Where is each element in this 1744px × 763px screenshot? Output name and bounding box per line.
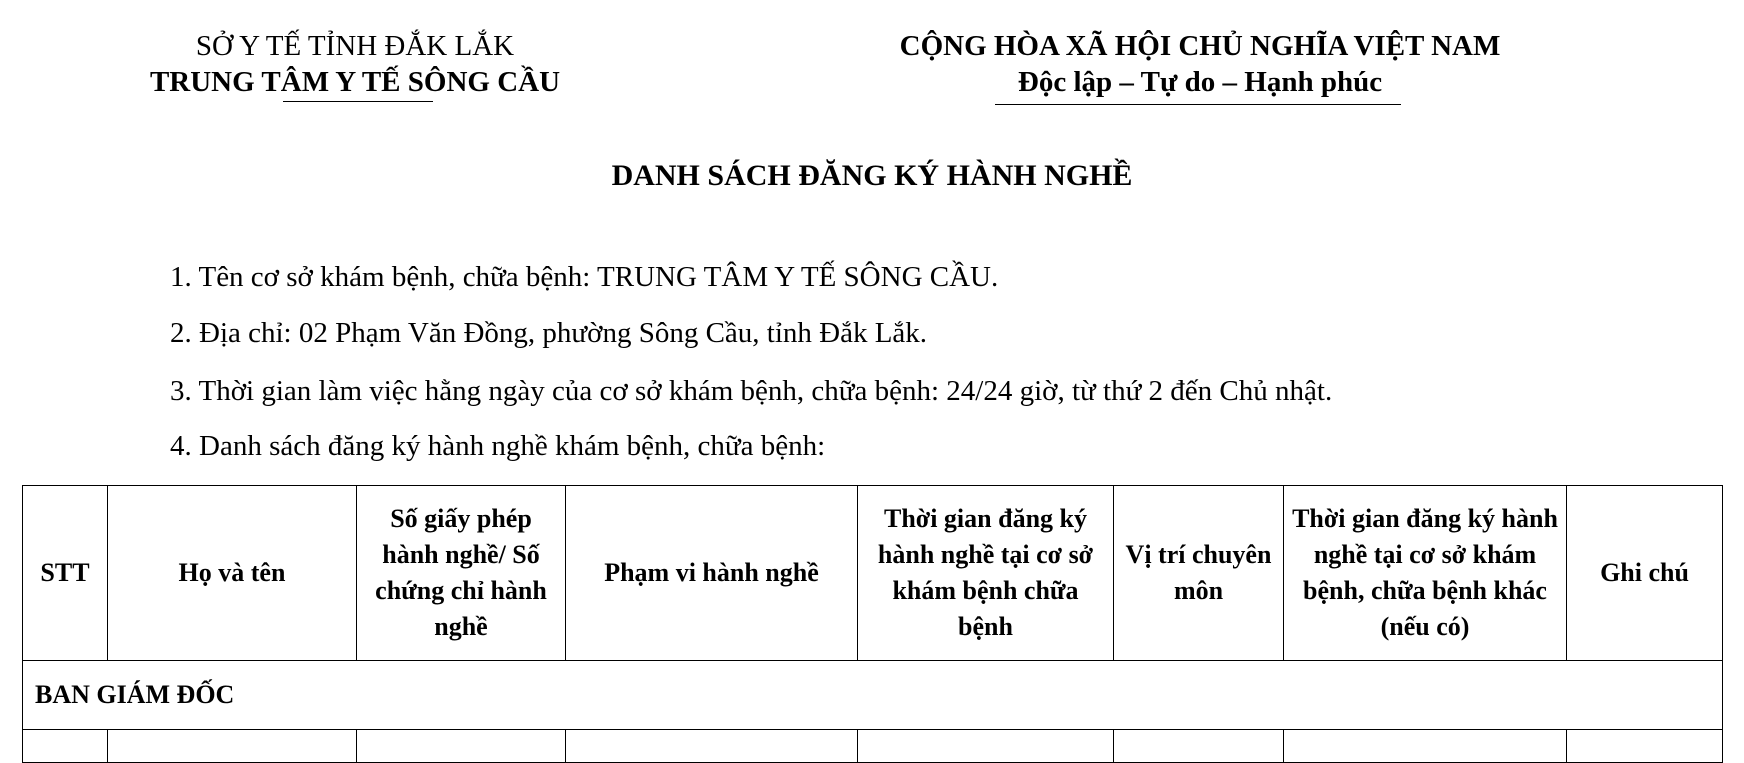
info-registration-list: 4. Danh sách đăng ký hành nghề khám bệnh, chữa bệnh: [170,430,826,462]
table-cell [23,730,108,763]
table-section-row [23,661,1723,730]
header-right [842,28,1558,100]
national-motto: Độc lập – Tự do – Hạnh phúc [1017,66,1383,98]
motto-underline [995,104,1401,105]
col-header-full-name: Họ và tên [108,486,357,661]
table-header-row [23,486,1723,661]
table-cell [858,730,1114,763]
col-header-notes: Ghi chú [1567,486,1723,661]
table-cell [357,730,566,763]
col-header-stt: STT [23,486,108,661]
col-header-registration-time: Thời gian đăng ký hành nghề tại cơ sở khám bệnh chữa bệnh [858,486,1114,661]
unit-name: TRUNG TÂM Y TẾ SÔNG CẦU [149,66,561,98]
info-address: 2. Địa chỉ: 02 Phạm Văn Đồng, phường Sông Cầu, tỉnh Đắk Lắk. [170,317,928,349]
table-cell [1567,730,1723,763]
col-header-practice-scope: Phạm vi hành nghề [566,486,858,661]
table-cell [566,730,858,763]
col-header-license-number: Số giấy phép hành nghề/ Số chứng chỉ hành nghề [357,486,566,661]
section-board-of-directors: BAN GIÁM ĐỐC [23,661,1723,730]
country-name: CỘNG HÒA XÃ HỘI CHỦ NGHĨA VIỆT NAM [899,30,1501,62]
info-facility-name: 1. Tên cơ sở khám bệnh, chữa bệnh: TRUNG TÂM Y TẾ SÔNG CẦU. [170,261,999,293]
col-header-position: Vị trí chuyên môn [1114,486,1284,661]
document-title: DANH SÁCH ĐĂNG KÝ HÀNH NGHỀ [611,159,1133,192]
agency-name: SỞ Y TẾ TỈNH ĐẮK LẮK [195,30,515,62]
info-working-hours: 3. Thời gian làm việc hằng ngày của cơ sở khám bệnh, chữa bệnh: 24/24 giờ, từ thứ 2 đến Chủ nhật. [170,375,1333,407]
table-cell [1284,730,1567,763]
registration-table [22,485,1723,763]
header-left [90,28,620,100]
table-row [23,730,1723,763]
table-cell [1114,730,1284,763]
unit-underline [283,101,433,102]
col-header-other-facility-time: Thời gian đăng ký hành nghề tại cơ sở khám bệnh, chữa bệnh khác (nếu có) [1284,486,1567,661]
table-cell [108,730,357,763]
